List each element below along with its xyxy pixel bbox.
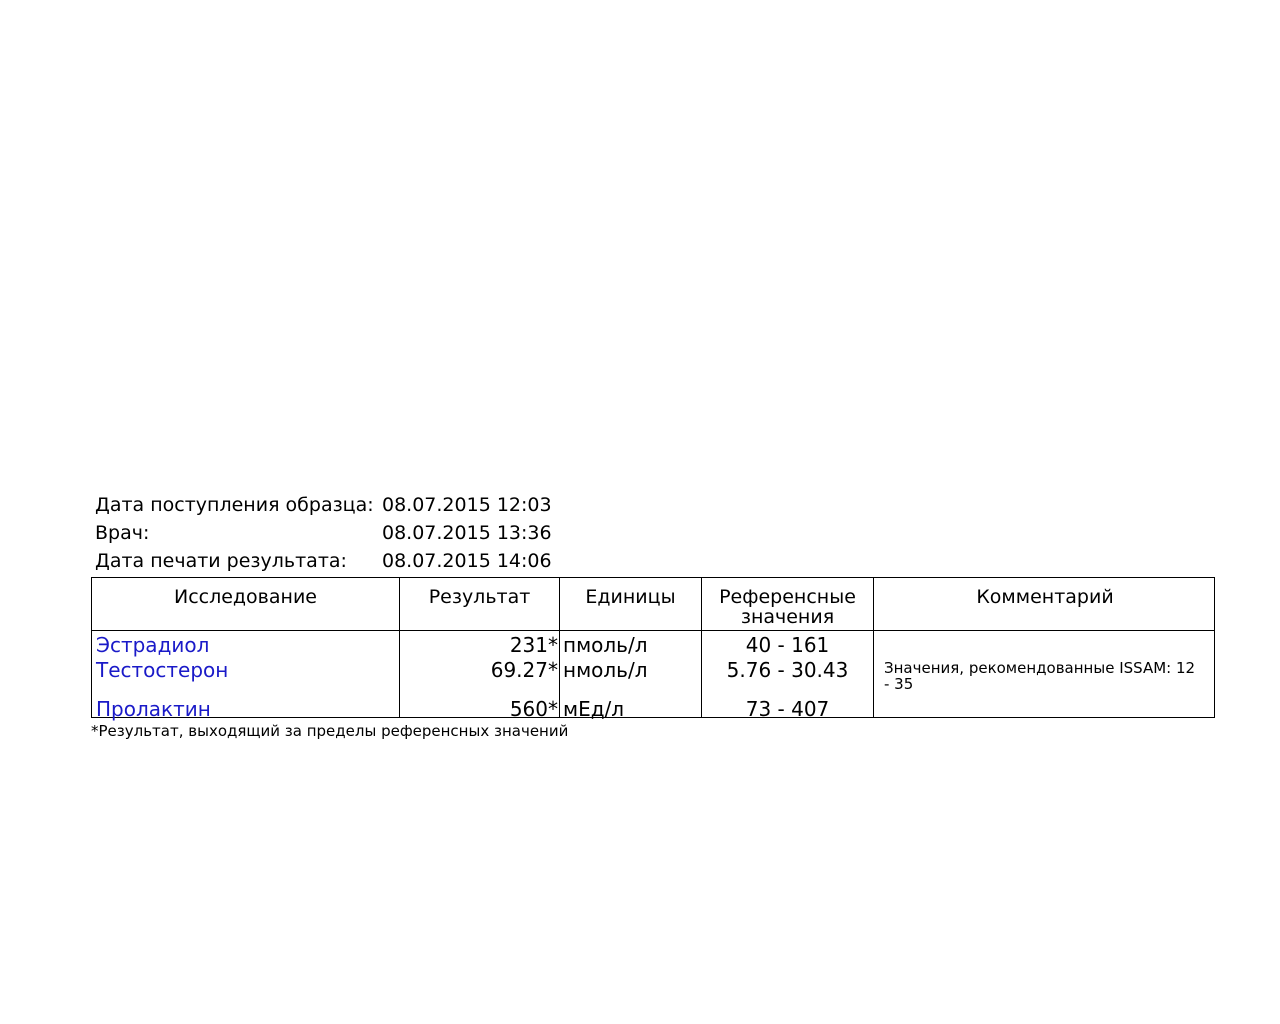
row-testosterone-unit: нмоль/л (563, 658, 648, 682)
meta-value: 08.07.2015 14:06 (382, 550, 552, 572)
footnote: *Результат, выходящий за пределы референсных значений (91, 722, 569, 740)
row-testosterone-name[interactable]: Тестостерон (96, 658, 229, 682)
row-estradiol-reference: 40 - 161 (745, 633, 830, 657)
header-study: Исследование (173, 586, 317, 608)
row-testosterone-result: 69.27 (490, 658, 548, 682)
row-estradiol-flag: * (548, 633, 558, 657)
row-estradiol-name[interactable]: Эстрадиол (96, 633, 210, 657)
row-testosterone-reference: 5.76 - 30.43 (726, 658, 849, 682)
header-units: Единицы (585, 586, 676, 608)
meta-label: Дата печати результата: (95, 550, 347, 572)
row-prolactin-reference: 73 - 407 (745, 697, 830, 721)
row-testosterone-flag: * (548, 658, 558, 682)
results-table (91, 577, 1215, 721)
header-comment: Комментарий (976, 586, 1114, 608)
header-reference-line2: значения (740, 606, 835, 628)
header-reference (702, 586, 873, 628)
meta-value: 08.07.2015 13:36 (382, 522, 552, 544)
row-prolactin-unit: мЕд/л (563, 697, 625, 721)
meta-label: Врач: (95, 522, 150, 544)
header-result: Результат (428, 586, 531, 608)
row-prolactin-result: 560 (509, 697, 548, 721)
meta-label: Дата поступления образца: (95, 494, 374, 516)
row-testosterone-comment: Значения, рекомендованные ISSAM: 12 - 35 (884, 659, 1196, 693)
header-divider (92, 630, 1214, 631)
header-reference-line1: Референсные (719, 586, 856, 608)
meta-value: 08.07.2015 12:03 (382, 494, 552, 516)
row-estradiol-result: 231 (509, 633, 548, 657)
row-prolactin-name[interactable]: Пролактин (96, 697, 211, 721)
row-estradiol-unit: пмоль/л (563, 633, 648, 657)
row-prolactin-flag: * (548, 697, 558, 721)
